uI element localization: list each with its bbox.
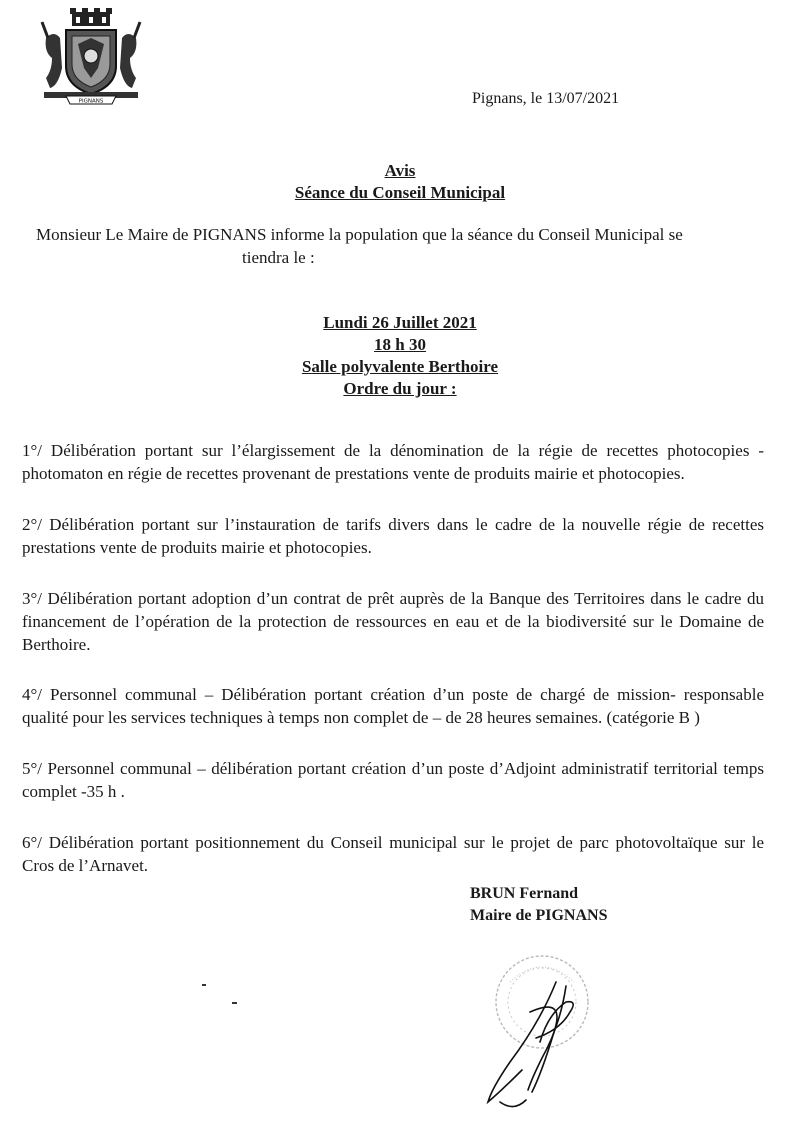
- scan-speck: [202, 984, 206, 986]
- agenda-item-3: 3°/ Délibération portant adoption d’un contrat de prêt auprès de la Banque des Territoires dans le cadre du financement de l’opération de la protection de ressources en eau et de la biodiversité sur le Domaine de Berthoire.: [22, 589, 764, 654]
- agenda-heading-text: Ordre du jour: [343, 379, 447, 398]
- notice-subtitle: Séance du Conseil Municipal: [294, 183, 506, 202]
- intro-line-2: tiendra le :: [242, 248, 315, 267]
- agenda-item-5: 5°/ Personnel communal – délibération portant création d’un poste d’Adjoint administratif territorial temps complet -35 h .: [22, 759, 764, 801]
- intro-paragraph: [36, 223, 764, 269]
- meeting-date: Lundi 26 Juillet 2021: [323, 313, 477, 332]
- agenda-heading: [0, 378, 800, 400]
- meeting-time: 18 h 30: [374, 335, 426, 354]
- agenda-heading-colon: :: [446, 379, 457, 398]
- intro-line-1: Monsieur Le Maire de PIGNANS informe la population que la séance du Conseil Municipal se: [36, 225, 683, 244]
- signatory-block: [470, 883, 607, 927]
- handwritten-signature-icon: [488, 982, 573, 1107]
- signatory-name: BRUN Fernand: [470, 885, 579, 902]
- coat-of-arms-icon: [36, 8, 146, 106]
- agenda-item-4: 4°/ Personnel communal – Délibération portant création d’un poste de chargé de mission- responsable qualité pour les services techniques à temps non complet de – de 28 heures semaines. (catégorie B ): [22, 685, 764, 727]
- meeting-details: [0, 312, 800, 400]
- signatory-role: Maire de PIGNANS: [470, 907, 608, 924]
- agenda-item-1: 1°/ Délibération portant sur l’élargissement de la dénomination de la régie de recettes photocopies - photomaton en régie de recettes provenant de prestations vente de produits mairie et photocopies.: [22, 441, 764, 483]
- meeting-venue: Salle polyvalente Berthoire: [301, 357, 499, 376]
- notice-title: Avis: [384, 161, 416, 180]
- scan-speck: [232, 1002, 237, 1004]
- place-date: Pignans, le 13/07/2021: [472, 90, 620, 107]
- official-seal-icon: [470, 942, 610, 1122]
- crest-motto: PIGNANS: [78, 98, 104, 105]
- agenda-item-2: 2°/ Délibération portant sur l’instauration de tarifs divers dans le cadre de la nouvelle régie de recettes prestations vente de produits mairie et photocopies.: [22, 515, 764, 557]
- agenda-item-6: 6°/ Délibération portant positionnement du Conseil municipal sur le projet de parc photovoltaïque sur le Cros de l’Arnavet.: [22, 833, 764, 875]
- agenda-list: [22, 439, 764, 905]
